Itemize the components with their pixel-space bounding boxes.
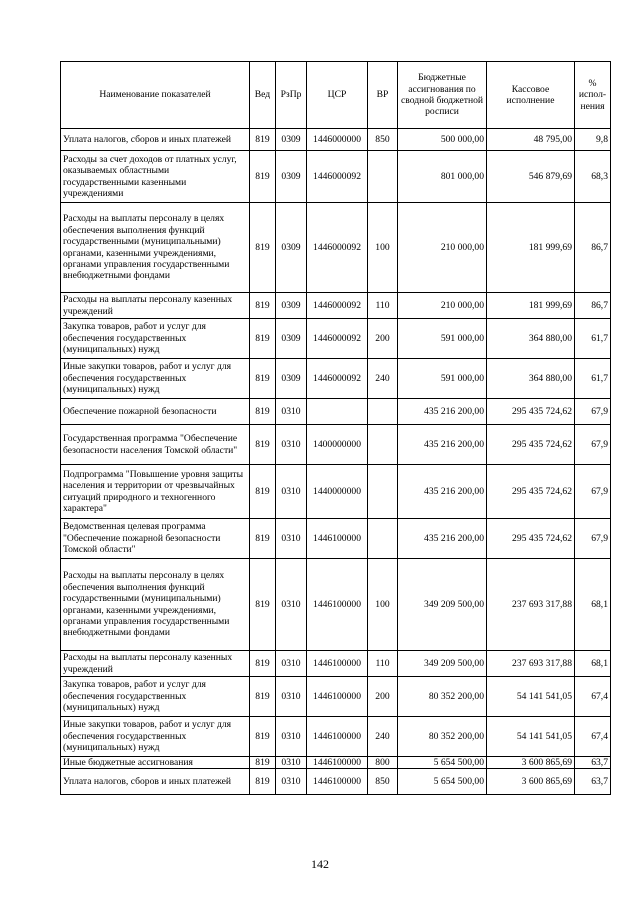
cell-csr: 1400000000 xyxy=(307,425,368,465)
cell-budget: 5 654 500,00 xyxy=(398,757,487,769)
cell-budget: 500 000,00 xyxy=(398,129,487,151)
cell-cash: 364 880,00 xyxy=(487,359,575,399)
cell-budget: 591 000,00 xyxy=(398,359,487,399)
cell-pct: 67,9 xyxy=(575,465,611,519)
cell-rzpr: 0310 xyxy=(276,519,307,559)
cell-budget: 349 209 500,00 xyxy=(398,559,487,651)
cell-rzpr: 0310 xyxy=(276,769,307,795)
cell-pct: 67,4 xyxy=(575,677,611,717)
cell-rzpr: 0310 xyxy=(276,425,307,465)
cell-vr: 850 xyxy=(368,769,398,795)
cell-pct: 68,1 xyxy=(575,651,611,677)
table-header-row xyxy=(61,62,611,129)
table-row xyxy=(61,677,611,717)
cell-pct: 67,9 xyxy=(575,519,611,559)
table-row xyxy=(61,151,611,203)
cell-csr: 1446100000 xyxy=(307,519,368,559)
cell-ved: 819 xyxy=(250,651,276,677)
cell-budget: 435 216 200,00 xyxy=(398,465,487,519)
cell-rzpr: 0310 xyxy=(276,465,307,519)
cell-rzpr: 0310 xyxy=(276,559,307,651)
cell-vr: 200 xyxy=(368,677,398,717)
cell-pct: 63,7 xyxy=(575,757,611,769)
cell-vr: 100 xyxy=(368,203,398,293)
cell-name: Иные закупки товаров, работ и услуг для обеспечения государственных (муниципальных) нужд xyxy=(61,717,250,757)
cell-ved: 819 xyxy=(250,465,276,519)
cell-ved: 819 xyxy=(250,425,276,465)
cell-csr: 1446100000 xyxy=(307,757,368,769)
cell-budget: 210 000,00 xyxy=(398,293,487,319)
cell-pct: 61,7 xyxy=(575,359,611,399)
cell-pct: 9,8 xyxy=(575,129,611,151)
table-row xyxy=(61,559,611,651)
cell-pct: 67,9 xyxy=(575,399,611,425)
cell-pct: 63,7 xyxy=(575,769,611,795)
cell-csr: 1446000092 xyxy=(307,293,368,319)
cell-cash: 181 999,69 xyxy=(487,293,575,319)
cell-rzpr: 0310 xyxy=(276,651,307,677)
cell-vr xyxy=(368,519,398,559)
cell-vr xyxy=(368,465,398,519)
cell-rzpr: 0310 xyxy=(276,757,307,769)
table-row xyxy=(61,359,611,399)
cell-rzpr: 0309 xyxy=(276,129,307,151)
cell-name: Закупка товаров, работ и услуг для обеспечения государственных (муниципальных) нужд xyxy=(61,677,250,717)
cell-csr: 1446000092 xyxy=(307,319,368,359)
cell-budget: 349 209 500,00 xyxy=(398,651,487,677)
cell-name: Расходы на выплаты персоналу казенных учреждений xyxy=(61,293,250,319)
cell-ved: 819 xyxy=(250,769,276,795)
cell-name: Обеспечение пожарной безопасности xyxy=(61,399,250,425)
cell-name: Расходы за счет доходов от платных услуг, оказываемых областными государственными казенными учреждениями xyxy=(61,151,250,203)
cell-pct: 68,3 xyxy=(575,151,611,203)
cell-cash: 3 600 865,69 xyxy=(487,757,575,769)
cell-csr: 1446000092 xyxy=(307,203,368,293)
cell-cash: 546 879,69 xyxy=(487,151,575,203)
table-row xyxy=(61,293,611,319)
cell-rzpr: 0310 xyxy=(276,399,307,425)
cell-vr xyxy=(368,399,398,425)
cell-cash: 295 435 724,62 xyxy=(487,425,575,465)
cell-csr: 1446000092 xyxy=(307,359,368,399)
cell-ved: 819 xyxy=(250,293,276,319)
cell-budget: 801 000,00 xyxy=(398,151,487,203)
cell-vr: 200 xyxy=(368,319,398,359)
cell-ved: 819 xyxy=(250,757,276,769)
table-row xyxy=(61,425,611,465)
header-cash: Кассовое исполнение xyxy=(487,62,575,129)
cell-vr: 240 xyxy=(368,359,398,399)
cell-cash: 295 435 724,62 xyxy=(487,399,575,425)
table-row xyxy=(61,769,611,795)
cell-vr xyxy=(368,151,398,203)
cell-vr: 100 xyxy=(368,559,398,651)
cell-csr: 1446000092 xyxy=(307,151,368,203)
cell-budget: 80 352 200,00 xyxy=(398,717,487,757)
cell-cash: 364 880,00 xyxy=(487,319,575,359)
cell-csr xyxy=(307,399,368,425)
header-csr: ЦСР xyxy=(307,62,368,129)
header-budget: Бюджетные ассигнования по сводной бюджетной росписи xyxy=(398,62,487,129)
cell-name: Государственная программа "Обеспечение безопасности населения Томской области" xyxy=(61,425,250,465)
cell-pct: 67,4 xyxy=(575,717,611,757)
header-name: Наименование показателей xyxy=(61,62,250,129)
cell-budget: 80 352 200,00 xyxy=(398,677,487,717)
cell-vr: 110 xyxy=(368,293,398,319)
cell-vr: 110 xyxy=(368,651,398,677)
cell-budget: 210 000,00 xyxy=(398,203,487,293)
header-vr: ВР xyxy=(368,62,398,129)
cell-cash: 237 693 317,88 xyxy=(487,651,575,677)
cell-budget: 5 654 500,00 xyxy=(398,769,487,795)
cell-name: Иные бюджетные ассигнования xyxy=(61,757,250,769)
table-row xyxy=(61,717,611,757)
cell-ved: 819 xyxy=(250,519,276,559)
cell-vr: 240 xyxy=(368,717,398,757)
cell-name: Уплата налогов, сборов и иных платежей xyxy=(61,769,250,795)
cell-ved: 819 xyxy=(250,717,276,757)
cell-ved: 819 xyxy=(250,203,276,293)
cell-pct: 86,7 xyxy=(575,203,611,293)
cell-pct: 67,9 xyxy=(575,425,611,465)
cell-csr: 1446100000 xyxy=(307,769,368,795)
table-row xyxy=(61,757,611,769)
budget-execution-table xyxy=(60,61,611,795)
cell-vr xyxy=(368,425,398,465)
cell-name: Закупка товаров, работ и услуг для обеспечения государственных (муниципальных) нужд xyxy=(61,319,250,359)
header-rzpr: РзПр xyxy=(276,62,307,129)
cell-name: Иные закупки товаров, работ и услуг для обеспечения государственных (муниципальных) нужд xyxy=(61,359,250,399)
table-row xyxy=(61,129,611,151)
cell-cash: 48 795,00 xyxy=(487,129,575,151)
cell-rzpr: 0309 xyxy=(276,203,307,293)
cell-csr: 1446100000 xyxy=(307,717,368,757)
cell-pct: 68,1 xyxy=(575,559,611,651)
table-row xyxy=(61,203,611,293)
cell-name: Расходы на выплаты персоналу в целях обеспечения выполнения функций государственными (муниципальными) органами, казенными учреждениями, органами управления государственными внебюджетными фондами xyxy=(61,559,250,651)
table-row xyxy=(61,651,611,677)
cell-budget: 435 216 200,00 xyxy=(398,399,487,425)
cell-pct: 61,7 xyxy=(575,319,611,359)
cell-ved: 819 xyxy=(250,359,276,399)
cell-name: Ведомственная целевая программа "Обеспечение пожарной безопасности Томской области" xyxy=(61,519,250,559)
cell-name: Расходы на выплаты персоналу казенных учреждений xyxy=(61,651,250,677)
cell-ved: 819 xyxy=(250,399,276,425)
cell-ved: 819 xyxy=(250,319,276,359)
cell-cash: 237 693 317,88 xyxy=(487,559,575,651)
cell-cash: 181 999,69 xyxy=(487,203,575,293)
cell-ved: 819 xyxy=(250,151,276,203)
cell-csr: 1440000000 xyxy=(307,465,368,519)
table-row xyxy=(61,399,611,425)
page-number: 142 xyxy=(311,857,329,871)
cell-csr: 1446000000 xyxy=(307,129,368,151)
cell-cash: 54 141 541,05 xyxy=(487,717,575,757)
cell-name: Уплата налогов, сборов и иных платежей xyxy=(61,129,250,151)
cell-ved: 819 xyxy=(250,559,276,651)
cell-rzpr: 0310 xyxy=(276,677,307,717)
cell-ved: 819 xyxy=(250,129,276,151)
header-pct: % испол-нения xyxy=(575,62,611,129)
cell-csr: 1446100000 xyxy=(307,559,368,651)
header-ved: Вед xyxy=(250,62,276,129)
cell-vr: 850 xyxy=(368,129,398,151)
cell-vr: 800 xyxy=(368,757,398,769)
cell-rzpr: 0309 xyxy=(276,319,307,359)
cell-csr: 1446100000 xyxy=(307,677,368,717)
cell-budget: 435 216 200,00 xyxy=(398,519,487,559)
table-row xyxy=(61,465,611,519)
cell-rzpr: 0309 xyxy=(276,293,307,319)
cell-name: Подпрограмма "Повышение уровня защиты населения и территории от чрезвычайных ситуаций природного и техногенного характера" xyxy=(61,465,250,519)
cell-rzpr: 0309 xyxy=(276,359,307,399)
cell-rzpr: 0310 xyxy=(276,717,307,757)
cell-cash: 295 435 724,62 xyxy=(487,519,575,559)
cell-csr: 1446100000 xyxy=(307,651,368,677)
cell-budget: 435 216 200,00 xyxy=(398,425,487,465)
cell-budget: 591 000,00 xyxy=(398,319,487,359)
table-row xyxy=(61,519,611,559)
table-row xyxy=(61,319,611,359)
cell-name: Расходы на выплаты персоналу в целях обеспечения выполнения функций государственными (муниципальными) органами, казенными учреждениями, органами управления государственными внебюджетными фондами xyxy=(61,203,250,293)
cell-cash: 54 141 541,05 xyxy=(487,677,575,717)
cell-rzpr: 0309 xyxy=(276,151,307,203)
cell-cash: 295 435 724,62 xyxy=(487,465,575,519)
cell-cash: 3 600 865,69 xyxy=(487,769,575,795)
cell-pct: 86,7 xyxy=(575,293,611,319)
cell-ved: 819 xyxy=(250,677,276,717)
